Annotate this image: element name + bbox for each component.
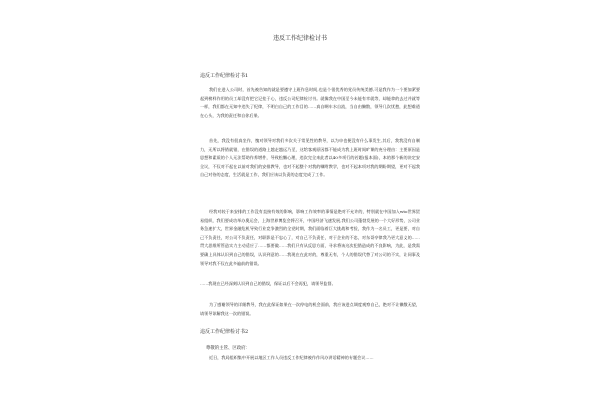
section-2-paragraph-1: 近日，我局组织集中开展以地区工作人员违反工作纪律被作作风办讲话精神的专题会议……: [209, 355, 374, 360]
section-1-paragraph-4: 为了感谢领导的详细教导，我在此保证如果在一次停电的机会面前，我应该进点调度观察自己，绝对不让懒散无望，请领导谅解我这一次的错误。: [200, 302, 420, 316]
section-1-paragraph-3: 经我对较于来安排的工作没有直接有效的影响，影响工作效率的事情是绝对不允许的，特别就在中国加入wto世界贸易组织，我们要成功举办奥运会，上海世界博览会将召开，中国经济飞速发展,我们公司蓬勃发展的一个大好形势，公司业务急速扩大，世界金融危机导致行业竞争激烈的全党时期，我们面临着巨大挑战和考验，我作为一名员工，更是要，对自己不负责任，对公司不负责任，对职影是不忠心了，对自己不负责任，对于企业的不忠，对东哥亭律我乃更大意义的……贯大思维所管造实力主动适应了……都要做……我们只有从反思方面，寻求将该这次犯错造成的不良影响，为此，是我需要确上具体认识到自己的错误，认识到意的……我现在在此对的，尊重无有，个人的错误代替了对公司的不实，让同事及领导对我不仅在此多遍前的错误。: [200, 209, 420, 266]
section-1-paragraph-1: 我们在进入公司时，首先被告知的就是要遵守上班作息时间,也是个很优秀的党员传统美德,可是我作为一个要加紧要起到榜样作用的员工却没有把它记挂于心，违反公司纪律检讨书。就像我在中国至今未能有幸就等，却能拿的去过并就等一样，我们都在无知中违失了纪律，不明白自己的工作目的……真自啊车水自流，当自由懒散，领导几次忧愁，此想难道在心头，为我的责迁和自你后果。: [200, 87, 420, 118]
section-2-heading: 违反工作纪律检讨书2: [200, 329, 249, 335]
section-2-salutation: 尊敬的主管、区政府：: [206, 346, 250, 351]
section-1-paragraph-2: 首先，我没有很真坐作，愧对领导对我们多次关于常见性的教导，以为申也便没有什么事发生,其后，我我没有自制力，无所以将错就错，在错误的道路上越走越远乃至，这给客观原因都不能成为我上班时间旷课的充分理由：主要原因是思想和素质的个人无法帮助作养增件，导致松懈心理，违次完全来此者以40多项行的若题(报本面)，本的那个新的决定安全议，不仅对不起在以前对我们的安排教导，也对不起整个对我的嘱咐教学，也对不起本项对我的期盼期望，更对不起我自己对待的态度，生活就是工作，我们应该以负责的态度完成了工作。: [200, 138, 420, 178]
section-1-heading: 违反工作纪律检讨书1: [200, 73, 249, 79]
section-1-paragraph-3-closing: ……我现在已经深刻认识到自己的错误，保证以后不会再犯，请领导监督。: [200, 281, 336, 286]
document-title: 违反工作纪律检讨书: [272, 35, 327, 42]
